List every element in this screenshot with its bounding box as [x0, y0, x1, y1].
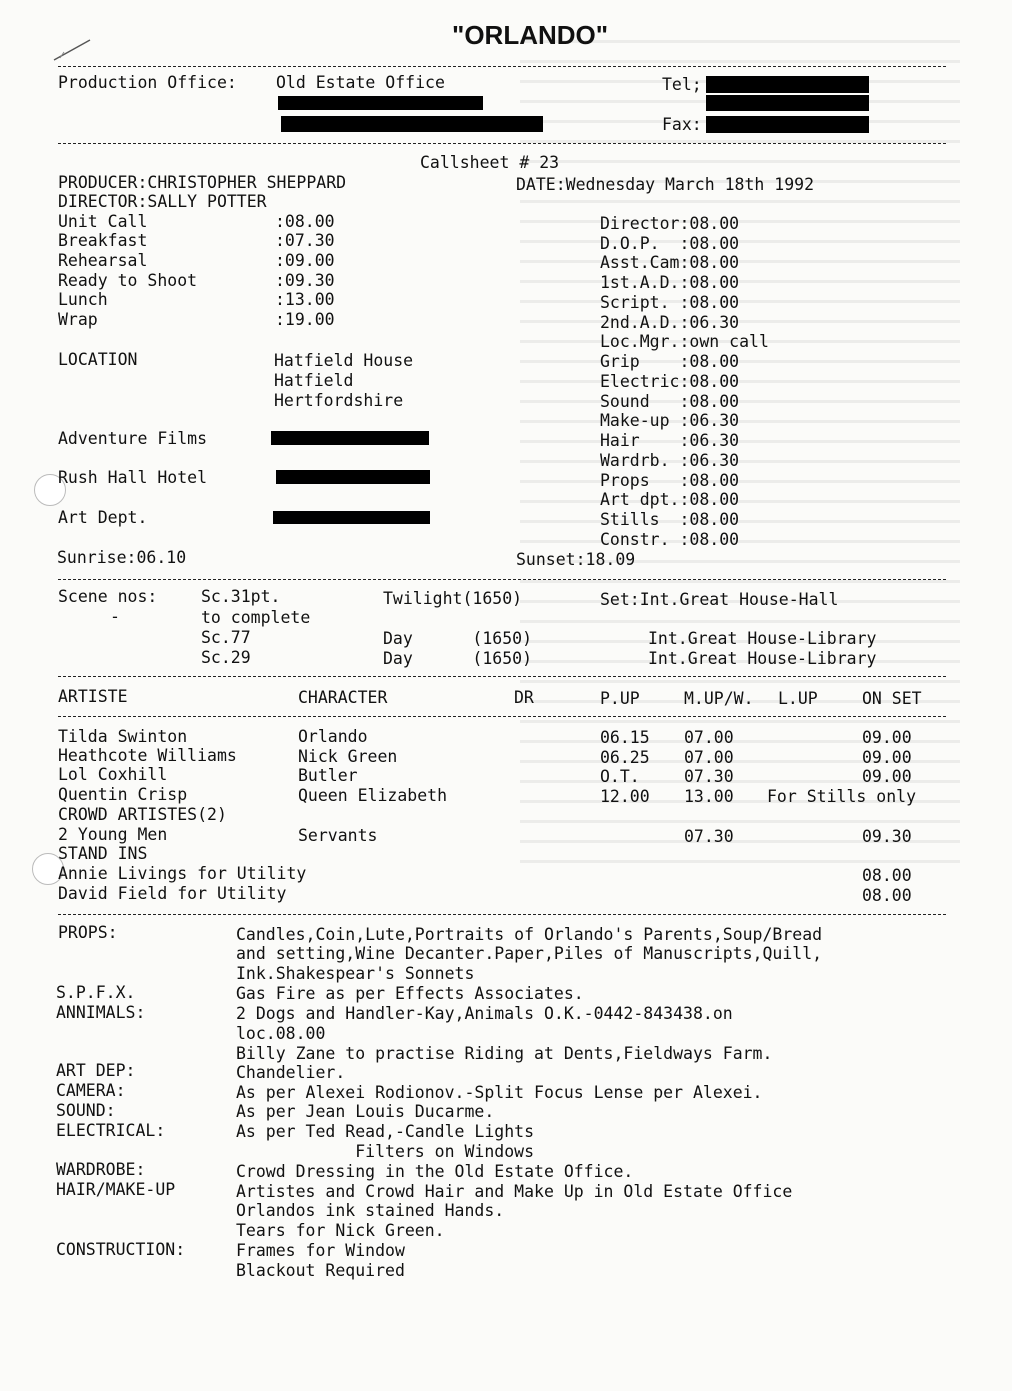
production-office-label: Production Office: [58, 73, 237, 92]
dept-line: Ink.Shakespear's Sonnets [236, 964, 475, 983]
cast-onset: 09.00 [862, 728, 912, 747]
divider [58, 716, 946, 717]
schedule-label: Rehearsal [58, 251, 148, 270]
contact-name: Rush Hall Hotel [58, 468, 208, 487]
crowd-artiste: 2 Young Men [58, 825, 168, 844]
cast-onset: For Stills only [767, 787, 917, 806]
redaction-bar [276, 470, 430, 484]
schedule-time: :13.00 [275, 290, 335, 309]
dept-line: Tears for Nick Green. [236, 1221, 445, 1240]
scene-number: Sc.31pt. [201, 587, 281, 606]
crowd-label: CROWD ARTISTES(2) [58, 805, 227, 824]
schedule-time: :08.00 [275, 212, 335, 231]
dept-line: Candles,Coin,Lute,Portraits of Orlando's Parents,Soup/Bread [236, 925, 823, 944]
dept-line: Filters on Windows [236, 1142, 535, 1161]
dept-line: As per Jean Louis Ducarme. [236, 1102, 495, 1121]
cast-onset: 09.00 [862, 767, 912, 786]
stand-in-name: David Field for Utility [58, 884, 287, 903]
dept-label-animals: ANNIMALS: [56, 1003, 146, 1022]
crew-call: Constr. :08.00 [600, 530, 740, 549]
cast-character: Orlando [298, 727, 368, 746]
dept-label-props: PROPS: [58, 923, 118, 942]
crew-call: Hair :06.30 [600, 431, 740, 450]
crew-call: Script. :08.00 [600, 293, 740, 312]
director: DIRECTOR:SALLY POTTER [58, 192, 267, 211]
dept-line: loc.08.00 [236, 1024, 326, 1043]
scene-set: Set:Int.Great House-Hall [600, 590, 839, 609]
crew-call: Grip :08.00 [600, 352, 740, 371]
schedule-time: :09.30 [275, 271, 335, 290]
divider [58, 914, 946, 915]
header-lup: L.UP [778, 689, 818, 708]
redaction-bar [706, 116, 869, 133]
crowd-onset: 09.30 [862, 827, 912, 846]
pen-mark [50, 34, 96, 64]
schedule-label: Lunch [58, 290, 108, 309]
cast-character: Butler [298, 766, 358, 785]
cast-pup: 06.25 [600, 748, 650, 767]
contact-name: Adventure Films [58, 429, 208, 448]
redaction-bar [273, 511, 430, 524]
sunset: Sunset:18.09 [516, 550, 636, 569]
cast-mup: 07.00 [684, 728, 734, 747]
cast-pup: 12.00 [600, 787, 650, 806]
crew-call: 2nd.A.D.:06.30 [600, 313, 740, 332]
dept-line: and setting,Wine Decanter.Paper,Piles of Manuscripts,Quill, [236, 944, 823, 963]
header-dr: DR [514, 688, 534, 707]
crew-call: Director:08.00 [600, 214, 740, 233]
cast-mup: 13.00 [684, 787, 734, 806]
dept-line: Billy Zane to practise Riding at Dents,Fieldways Farm. [236, 1044, 773, 1063]
scene-set: Int.Great House-Library [648, 629, 877, 648]
stand-in-name: Annie Livings for Utility [58, 864, 307, 883]
crew-call: Art dpt.:08.00 [600, 490, 740, 509]
location-label: LOCATION [58, 350, 138, 369]
dept-line: Chandelier. [236, 1063, 346, 1082]
divider [58, 676, 946, 677]
document-title: "ORLANDO" [452, 20, 609, 50]
cast-artiste: Heathcote Williams [58, 746, 237, 765]
cast-pup: O.T. [600, 767, 640, 786]
divider [58, 143, 946, 144]
schedule-label: Wrap [58, 310, 98, 329]
scene-number: Sc.29 [201, 648, 251, 667]
crew-call: Make-up :06.30 [600, 411, 740, 430]
crew-call: Stills :08.00 [600, 510, 740, 529]
cast-artiste: Lol Coxhill [58, 765, 168, 784]
dept-line: Frames for Window [236, 1241, 405, 1260]
location-line: Hatfield [274, 371, 354, 390]
scene-label: Scene nos: [58, 587, 158, 606]
scene-time: Day (1650) [383, 629, 533, 648]
header-onset: ON SET [862, 689, 922, 708]
cast-character: Nick Green [298, 747, 398, 766]
divider [58, 66, 946, 67]
redaction-bar [706, 76, 869, 93]
dept-label-wardrobe: WARDROBE: [56, 1160, 146, 1179]
dept-label-art: ART DEP: [56, 1061, 136, 1080]
crew-call: Loc.Mgr.:own call [600, 332, 769, 351]
tel-label: Tel; [662, 75, 702, 94]
header-character: CHARACTER [298, 688, 388, 707]
cast-artiste: Tilda Swinton [58, 727, 188, 746]
cast-mup: 07.30 [684, 767, 734, 786]
redaction-bar [278, 96, 483, 110]
crew-call: Asst.Cam:08.00 [600, 253, 740, 272]
fax-label: Fax: [662, 115, 702, 134]
contact-name: Art Dept. [58, 508, 148, 527]
dept-label-construction: CONSTRUCTION: [56, 1240, 186, 1259]
crowd-mup: 07.30 [684, 827, 734, 846]
schedule-label: Unit Call [58, 212, 148, 231]
dept-line: Crowd Dressing in the Old Estate Office. [236, 1162, 634, 1181]
dept-line: Orlandos ink stained Hands. [236, 1201, 505, 1220]
dept-label-hair-makeup: HAIR/MAKE-UP [56, 1180, 176, 1199]
dept-label-sound: SOUND: [56, 1101, 116, 1120]
dept-label-spfx: S.P.F.X. [56, 983, 136, 1002]
header-artiste: ARTISTE [58, 687, 128, 706]
schedule-label: Ready to Shoot [58, 271, 198, 290]
cast-pup: 06.15 [600, 728, 650, 747]
dept-line: As per Alexei Rodionov.-Split Focus Lense per Alexei. [236, 1083, 763, 1102]
dept-line: Gas Fire as per Effects Associates. [236, 984, 584, 1003]
cast-artiste: Quentin Crisp [58, 785, 188, 804]
dept-label-camera: CAMERA: [56, 1081, 126, 1100]
crew-call: Electric:08.00 [600, 372, 740, 391]
crew-call: Wardrb. :06.30 [600, 451, 740, 470]
date: DATE:Wednesday March 18th 1992 [516, 175, 815, 194]
production-office-value: Old Estate Office [276, 73, 445, 92]
header-pup: P.UP [600, 689, 640, 708]
cast-character: Queen Elizabeth [298, 786, 448, 805]
schedule-time: :07.30 [275, 231, 335, 250]
scene-number: to complete [201, 608, 311, 627]
cast-onset: 09.00 [862, 748, 912, 767]
stand-in-onset: 08.00 [862, 886, 912, 905]
producer: PRODUCER:CHRISTOPHER SHEPPARD [58, 173, 347, 192]
schedule-label: Breakfast [58, 231, 148, 250]
cast-mup: 07.00 [684, 748, 734, 767]
schedule-time: :09.00 [275, 251, 335, 270]
schedule-time: :19.00 [275, 310, 335, 329]
crew-call: Sound :08.00 [600, 392, 740, 411]
dept-line: As per Ted Read,-Candle Lights [236, 1122, 535, 1141]
redaction-bar [271, 431, 429, 445]
crew-call: Props :08.00 [600, 471, 740, 490]
scene-time: Twilight(1650) [383, 589, 523, 608]
crew-call: D.O.P. :08.00 [600, 234, 740, 253]
scene-bullet: - [110, 607, 120, 626]
scene-set: Int.Great House-Library [648, 649, 877, 668]
header-mup: M.UP/W. [684, 689, 754, 708]
location-line: Hatfield House [274, 351, 414, 370]
location-line: Hertfordshire [274, 391, 404, 410]
divider [58, 579, 946, 580]
dept-line: 2 Dogs and Handler-Kay,Animals O.K.-0442-843438.on [236, 1004, 733, 1023]
dept-line: Artistes and Crowd Hair and Make Up in Old Estate Office [236, 1182, 793, 1201]
stand-ins-label: STAND INS [58, 844, 148, 863]
crew-call: 1st.A.D.:08.00 [600, 273, 740, 292]
scene-number: Sc.77 [201, 628, 251, 647]
dept-line: Blackout Required [236, 1261, 405, 1280]
dept-label-electrical: ELECTRICAL: [56, 1121, 166, 1140]
sunrise: Sunrise:06.10 [57, 548, 187, 567]
redaction-bar [706, 95, 869, 111]
scene-time: Day (1650) [383, 649, 533, 668]
crowd-character: Servants [298, 826, 378, 845]
callsheet-number: Callsheet # 23 [420, 153, 560, 172]
redaction-bar [281, 116, 543, 132]
stand-in-onset: 08.00 [862, 866, 912, 885]
